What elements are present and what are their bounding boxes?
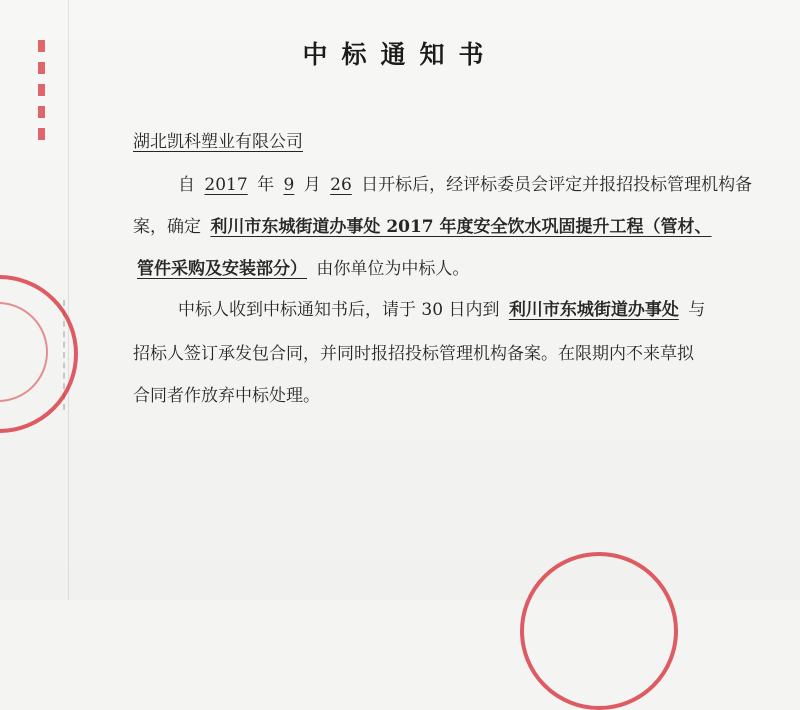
red-seal-bottom [520, 552, 678, 710]
document-title: 中标通知书 [302, 40, 498, 69]
para1-line3: 管件采购及安装部分） 由你单位为中标人。 [133, 254, 469, 279]
project-name-part2: 管件采购及安装部分） [137, 259, 307, 279]
para1-line2: 案，确定 利川市东城街道办事处 2017 年度安全饮水巩固提升工程（管材、 [133, 212, 716, 237]
bid-year: 2017 [204, 175, 248, 195]
para1-line1: 自 2017 年 9 月 26 日开标后，经评标委员会评定并报招投标管理机构备 [178, 175, 753, 195]
para2-line3: 合同者作放弃中标处理。 [133, 386, 320, 406]
project-name-part1: 利川市东城街道办事处 2017 年度安全饮水巩固提升工程（管材、 [210, 217, 712, 237]
recipient-line [133, 127, 303, 152]
signing-organization: 利川市东城街道办事处 [508, 300, 679, 320]
para2-line2: 招标人签订承发包合同，并同时报招投标管理机构备案。在限期内不来草拟 [133, 344, 694, 364]
recipient-name: 湖北凯科塑业有限公司 [133, 132, 303, 152]
bid-month: 9 [283, 175, 295, 195]
bid-day: 26 [330, 175, 352, 195]
para2-line1: 中标人收到中标通知书后，请于 30 日内到 利川市东城街道办事处 与 [178, 295, 705, 320]
